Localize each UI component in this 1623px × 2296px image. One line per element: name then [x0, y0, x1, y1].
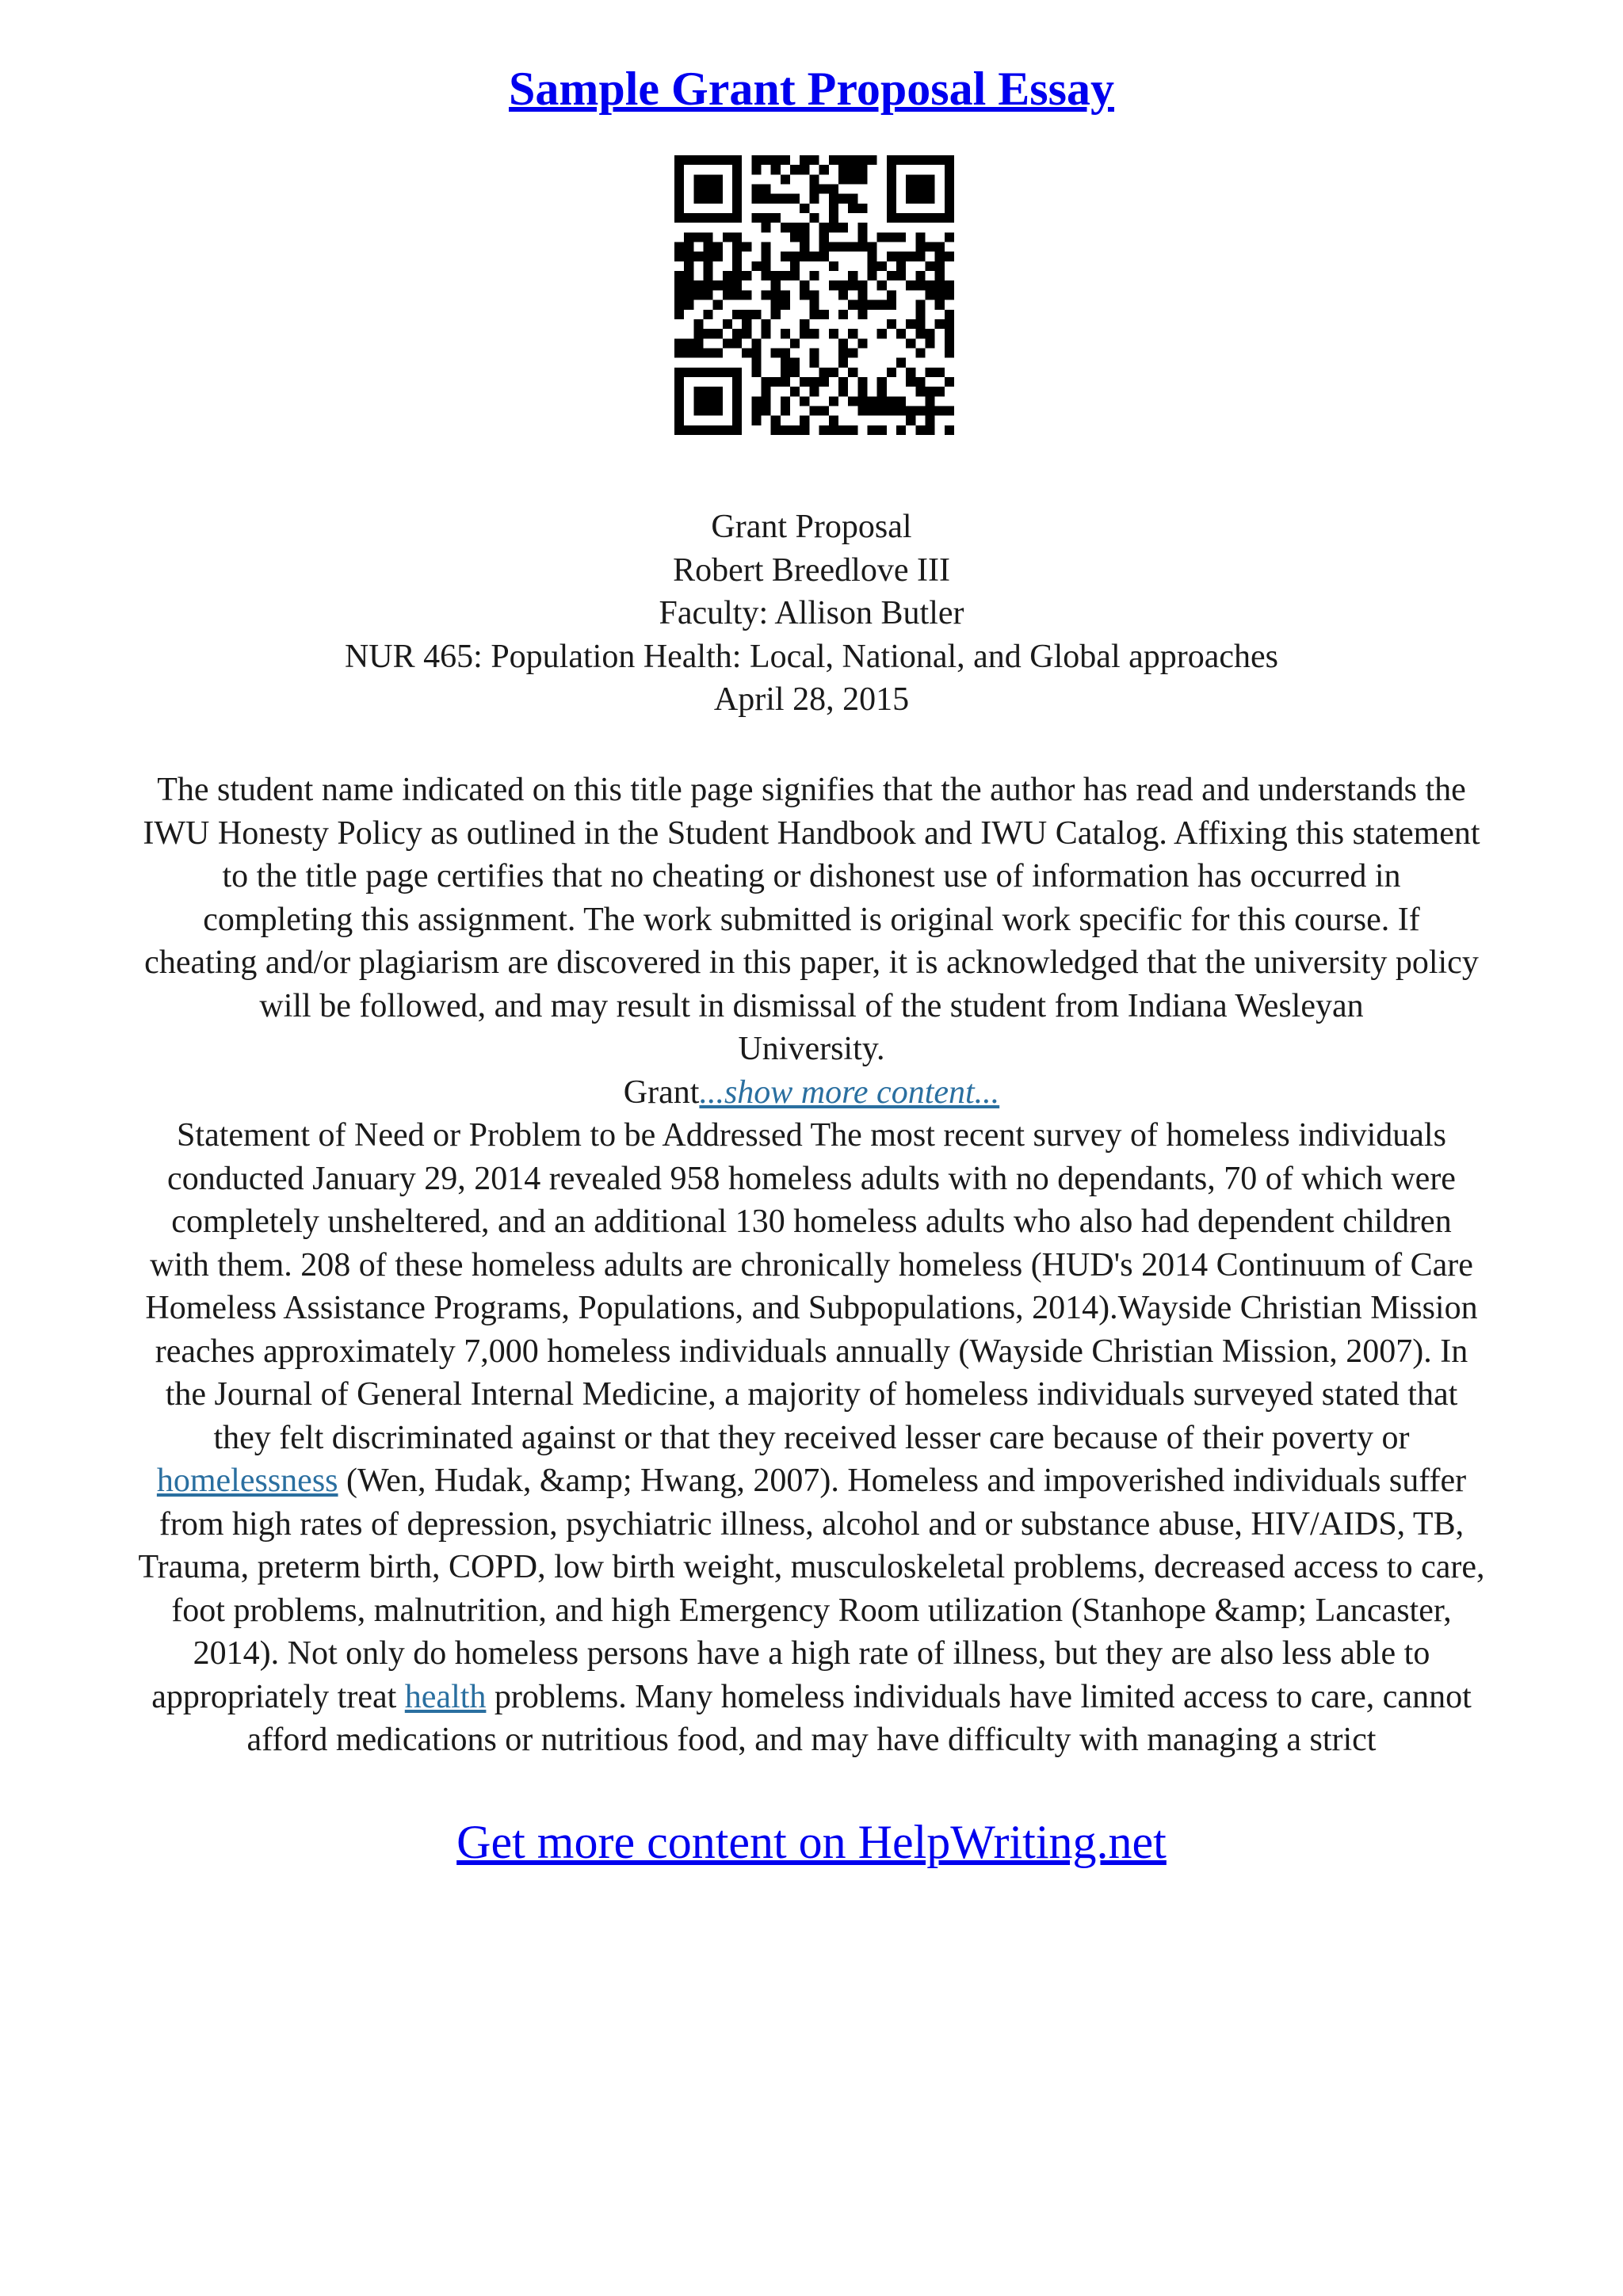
- health-link[interactable]: health: [404, 1678, 487, 1715]
- get-more-content-link[interactable]: Get more content on HelpWriting.net: [456, 1816, 1167, 1868]
- body-line: [48, 1676, 1575, 1719]
- body-line: foot problems, malnutrition, and high Emergency Room utilization (Stanhope &amp; Lancaster,: [171, 1592, 1452, 1629]
- footer-link-container: [0, 1810, 1623, 1874]
- body-line: from high rates of depression, psychiatric illness, alcohol and or substance abuse, HIV/AIDS, TB,: [158, 1505, 1465, 1543]
- body-line: the Journal of General Internal Medicine, a majority of homeless individuals surveyed stated that: [165, 1376, 1458, 1413]
- body-line: they felt discriminated against or that they received lesser care because of their poverty or: [213, 1419, 1410, 1456]
- body-text: appropriately treat: [151, 1678, 405, 1715]
- document-title: [0, 55, 1623, 122]
- body-line: reaches approximately 7,000 homeless individuals annually (Wayside Christian Mission, 2007). In: [155, 1333, 1468, 1370]
- honesty-line: The student name indicated on this title page signifies that the author has read and understands the: [157, 772, 1466, 808]
- honesty-line: IWU Honesty Policy as outlined in the Student Handbook and IWU Catalog. Affixing this statement: [143, 814, 1480, 852]
- author-name: Robert Breedlove III: [673, 551, 950, 589]
- honesty-statement: [48, 769, 1575, 1762]
- honesty-line: will be followed, and may result in dismissal of the student from Indiana Wesleyan: [259, 987, 1364, 1024]
- show-more-link[interactable]: ...show more content...: [699, 1074, 1000, 1111]
- course-line: NUR 465: Population Health: Local, National, and Global approaches: [344, 638, 1279, 675]
- grant-word: Grant: [623, 1074, 700, 1111]
- cover-block: [0, 505, 1623, 722]
- faculty-line: Faculty: Allison Butler: [659, 595, 964, 631]
- title-link[interactable]: Sample Grant Proposal Essay: [509, 63, 1114, 115]
- honesty-line: cheating and/or plagiarism are discovered in this paper, it is acknowledged that the university policy: [144, 944, 1479, 981]
- body-line: Trauma, preterm birth, COPD, low birth weight, musculoskeletal problems, decreased access to care,: [138, 1549, 1485, 1585]
- body-text: problems. Many homeless individuals have limited access to care, cannot: [486, 1678, 1472, 1715]
- body-line: Statement of Need or Problem to be Addressed The most recent survey of homeless individuals: [177, 1117, 1446, 1154]
- honesty-line: to the title page certifies that no cheating or dishonest use of information has occurred in: [222, 858, 1401, 894]
- date-line: April 28, 2015: [713, 681, 910, 718]
- homelessness-link[interactable]: homelessness: [156, 1463, 338, 1499]
- body-line: conducted January 29, 2014 revealed 958 homeless adults with no dependants, 70 of which were: [167, 1160, 1456, 1197]
- body-line: 2014). Not only do homeless persons have a high rate of illness, but they are also less able to: [193, 1635, 1430, 1672]
- body-line: completely unsheltered, and an additional 130 homeless adults who also had dependent children: [171, 1203, 1452, 1240]
- doc-type: Grant Proposal: [711, 509, 912, 545]
- body-line: Homeless Assistance Programs, Populations, and Subpopulations, 2014).Wayside Christian Mission: [145, 1290, 1478, 1326]
- honesty-line: University.: [738, 1031, 885, 1067]
- body-line: with them. 208 of these homeless adults are chronically homeless (HUD's 2014 Continuum of Care: [150, 1246, 1473, 1283]
- qr-code-icon: [674, 155, 954, 435]
- body-text: (Wen, Hudak, &amp; Hwang, 2007). Homeless and impoverished individuals suffer: [338, 1463, 1467, 1499]
- grant-line: [48, 1071, 1575, 1115]
- body-line: afford medications or nutritious food, and may have difficulty with managing a strict: [246, 1722, 1377, 1758]
- body-line: [48, 1459, 1575, 1503]
- honesty-line: completing this assignment. The work submitted is original work specific for this course. If: [203, 901, 1420, 938]
